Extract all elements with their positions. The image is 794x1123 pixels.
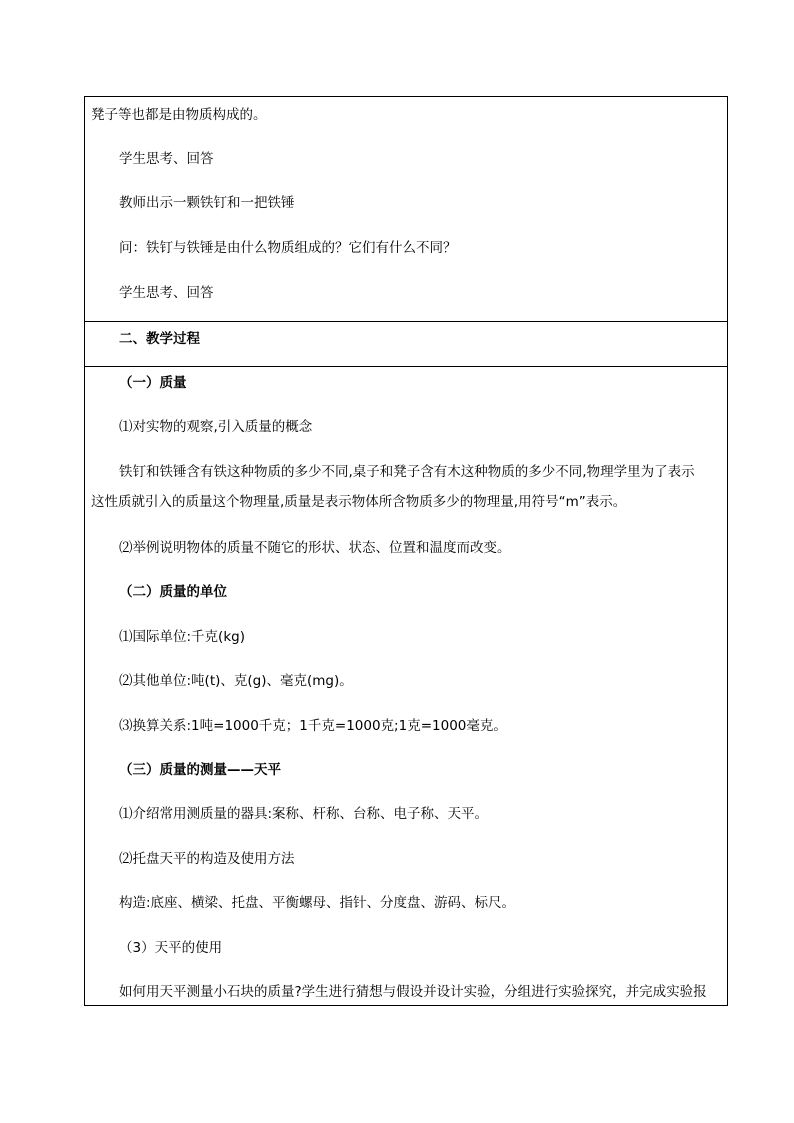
section-heading: 二、教学过程: [119, 331, 200, 347]
process-heading-cell: [85, 321, 727, 366]
paragraph: ⑵其他单位:吨(t)、克(g)、毫克(mg)。: [119, 673, 353, 689]
paragraph: （3）天平的使用: [119, 940, 223, 956]
student-response-line: 学生思考、回答: [119, 285, 214, 301]
paragraph: ⑴国际单位:千克(kg): [119, 629, 245, 645]
intro-text-line: 凳子等也都是由物质构成的。: [91, 107, 267, 123]
subsection-heading: （三）质量的测量——天平: [119, 762, 281, 778]
paragraph: ⑴对实物的观察,引入质量的概念: [119, 419, 313, 435]
student-response-line: 学生思考、回答: [119, 151, 214, 167]
subsection-heading: （一）质量: [119, 375, 187, 391]
question-line: 问：铁钉与铁锤是由什么物质组成的？它们有什么不同？: [119, 240, 457, 256]
content-cell: [85, 366, 727, 1007]
subsection-heading: （二）质量的单位: [119, 584, 227, 600]
paragraph: ⑵举例说明物体的质量不随它的形状、状态、位置和温度而改变。: [119, 540, 511, 556]
intro-cell: [85, 97, 727, 321]
paragraph: 铁钉和铁锤含有铁这种物质的多少不同,桌子和凳子含有木这种物质的多少不同,物理学里为了表示: [119, 464, 695, 480]
paragraph: 如何用天平测量小石块的质量?学生进行猜想与假设并设计实验，分组进行实验探究，并完成实验报: [119, 984, 707, 1000]
paragraph: ⑵托盘天平的构造及使用方法: [119, 851, 295, 867]
paragraph: 这性质就引入的质量这个物理量,质量是表示物体所含物质多少的物理量,用符号“m”表示。: [91, 494, 627, 510]
paragraph: 构造:底座、横梁、托盘、平衡螺母、指针、分度盘、游码、标尺。: [119, 895, 516, 911]
teacher-demo-line: 教师出示一颗铁钉和一把铁锤: [119, 195, 295, 211]
paragraph: ⑴介绍常用测质量的器具:案称、杆称、台称、电子称、天平。: [119, 806, 489, 822]
paragraph: ⑶换算关系:1吨=1000千克；1千克=1000克;1克=1000毫克。: [119, 718, 507, 734]
lesson-plan-table: [84, 96, 728, 1006]
